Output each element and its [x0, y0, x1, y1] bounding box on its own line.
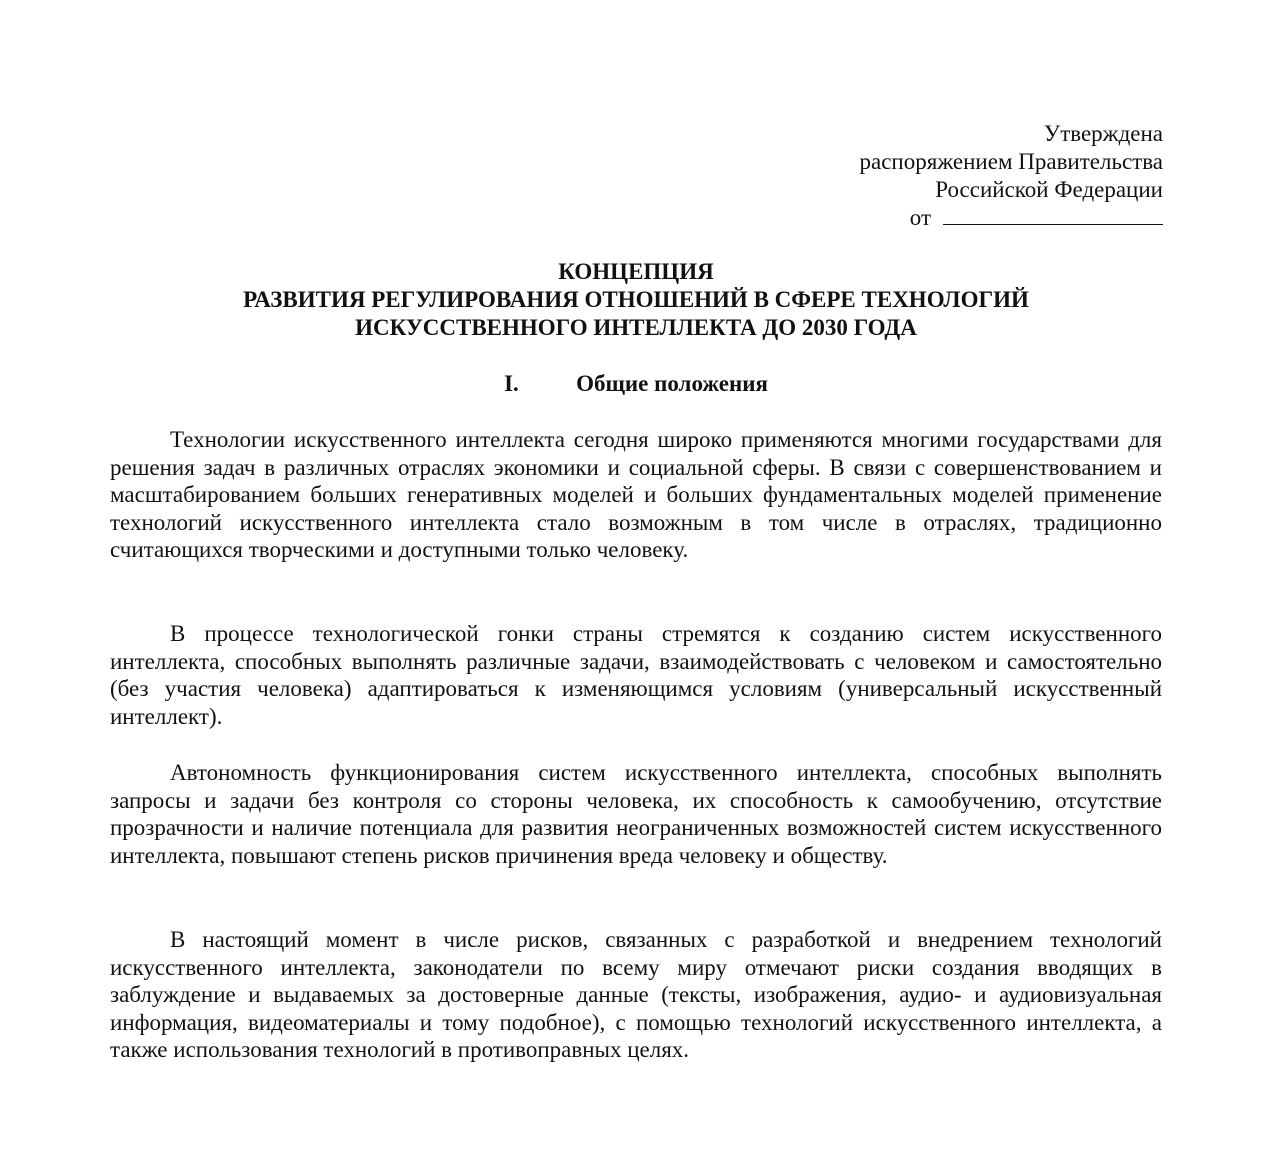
- approval-line-federation: Российской Федерации: [935, 177, 1163, 202]
- approval-line-order: распоряжением Правительства: [859, 149, 1163, 174]
- approval-date-line: [860, 204, 1163, 232]
- approval-block: [860, 120, 1163, 232]
- paragraph: Автономность функционирования систем искусственного интеллекта, способных выполнять запросы и задачи без контроля со стороны человека, их способность к самообучению, отсутствие прозрачности и наличие потенциала для развития неограниченных возможностей систем искусственного интеллекта, повышают степень рисков причинения вреда человеку и обществу.: [110, 760, 1162, 868]
- section-title: Общие положения: [576, 371, 768, 396]
- title-line-1: КОНЦЕПЦИЯ: [558, 259, 714, 284]
- title-line-3: ИСКУССТВЕННОГО ИНТЕЛЛЕКТА ДО 2030 ГОДА: [355, 315, 917, 340]
- date-blank-underline: [943, 204, 1163, 225]
- paragraph: В процессе технологической гонки страны стремятся к созданию систем искусственного интеллекта, способных выполнять различные задачи, взаимодействовать с человеком и самостоятельно (без участия человека) адаптироваться к изменяющимся условиям (универсальный искусственный интеллект).: [110, 621, 1162, 729]
- paragraph: Технологии искусственного интеллекта сегодня широко применяются многими государствами для решения задач в различных отраслях экономики и социальной сферы. В связи с совершенствованием и масштабированием больших генеративных моделей и больших фундаментальных моделей применение технологий искусственного интеллекта стало возможным в том числе в отраслях, традиционно считающихся творческими и доступными только человеку.: [110, 427, 1162, 563]
- section-heading: [110, 370, 1162, 398]
- title-line-2: РАЗВИТИЯ РЕГУЛИРОВАНИЯ ОТНОШЕНИЙ В СФЕРЕ ТЕХНОЛОГИЙ: [243, 287, 1029, 312]
- approval-line-approved: Утверждена: [1043, 121, 1163, 146]
- document-title: [110, 258, 1162, 342]
- approval-date-prefix: от: [909, 205, 931, 230]
- paragraph: В настоящий момент в числе рисков, связанных с разработкой и внедрением технологий искусственного интеллекта, законодатели по всему миру отмечают риски создания вводящих в заблуждение и выдаваемых за достоверные данные (тексты, изображения, аудио- и аудиовизуальная информация, видеоматериалы и тому подобное), с помощью технологий искусственного интеллекта, а также использования технологий в противоправных целях.: [110, 927, 1162, 1063]
- section-number: I.: [504, 371, 519, 396]
